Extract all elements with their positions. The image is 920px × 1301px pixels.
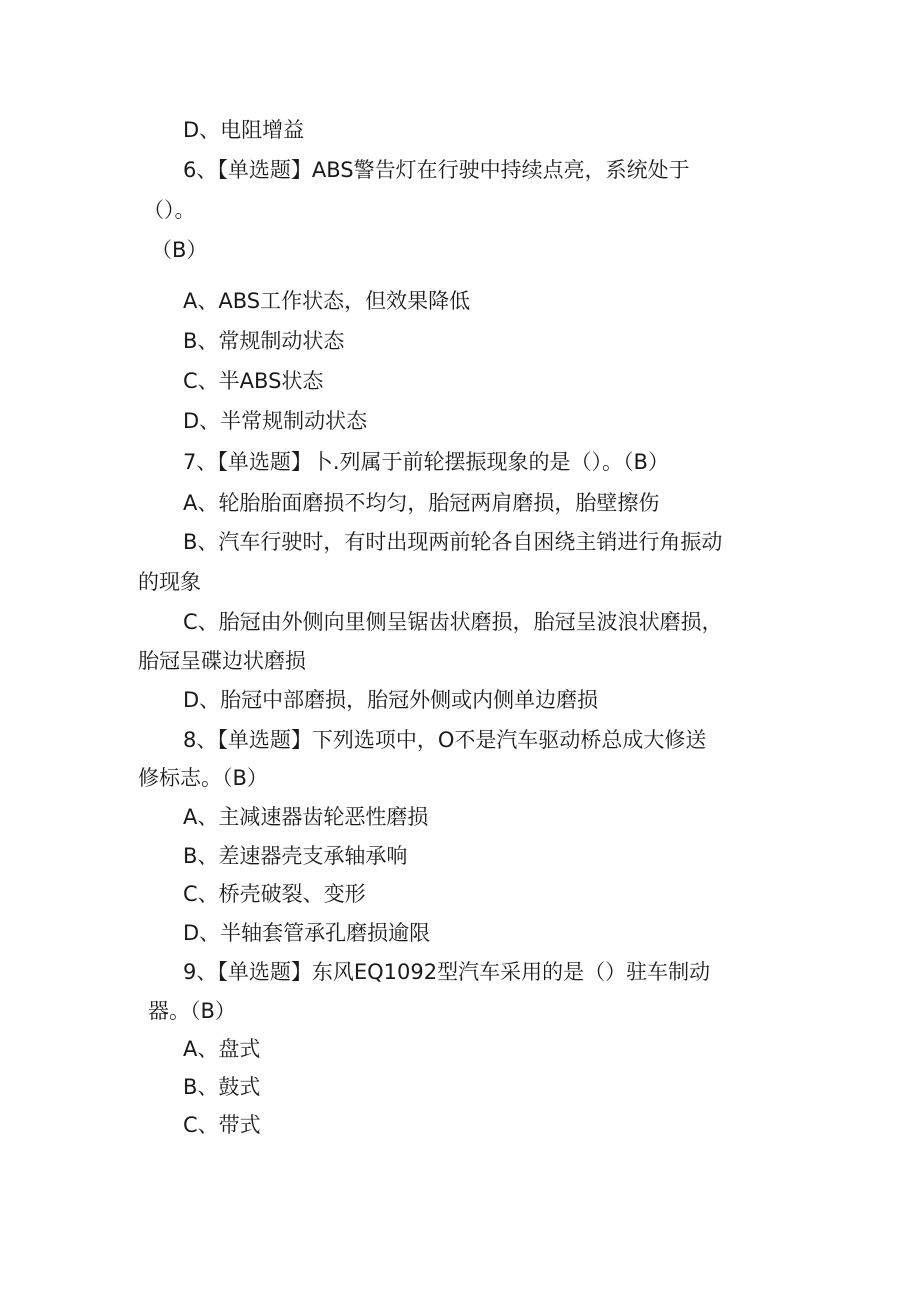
q9-option-b: B、鼓式 [183,1075,261,1099]
q7-option-d: D、胎冠中部磨损，胎冠外侧或内侧单边磨损 [183,688,599,712]
q7-option-c-cont: 胎冠呈碟边状磨损 [138,649,306,673]
q8-option-b: B、差速器壳支承轴承响 [183,844,408,868]
q5-option-d: D、电阻增益 [183,118,305,142]
q7-stem: 7、【单选题】卜.列属于前轮摆振现象的是（）。（B） [183,450,669,474]
q8-option-d: D、半轴套管承孔磨损逾限 [183,921,431,945]
q6-option-a: A、ABS工作状态，但效果降低 [183,289,471,313]
q6-stem-cont: （）。 [143,198,196,222]
q6-stem: 6、【单选题】ABS警告灯在行驶中持续点亮，系统处于 [183,158,690,182]
q6-option-c: C、半ABS状态 [183,369,324,393]
q7-option-b-cont: 的现象 [138,570,201,594]
q8-option-a: A、主减速器齿轮恶性磨损 [183,805,429,829]
q9-stem-cont: 器。（B） [148,999,236,1023]
q6-option-d: D、半常规制动状态 [183,409,368,433]
q7-option-b: B、汽车行驶时，有时出现两前轮各自困绕主销进行角振动 [183,530,723,554]
q8-stem: 8、【单选题】下列选项中，O不是汽车驱动桥总成大修送 [183,728,707,752]
q7-option-c: C、胎冠由外侧向里侧呈锯齿状磨损，胎冠呈波浪状磨损， [183,610,723,634]
q7-option-a: A、轮胎胎面磨损不均匀，胎冠两肩磨损，胎壁擦伤 [183,491,660,515]
q9-stem: 9、【单选题】东风EQ1092型汽车采用的是（）驻车制动 [183,960,711,984]
q9-option-a: A、盘式 [183,1037,261,1061]
q6-answer: （B） [151,238,208,262]
q8-option-c: C、桥壳破裂、变形 [183,882,366,906]
q8-stem-cont: 修标志。（B） [138,766,268,790]
q9-option-c: C、带式 [183,1113,261,1137]
q6-option-b: B、常规制动状态 [183,329,345,353]
